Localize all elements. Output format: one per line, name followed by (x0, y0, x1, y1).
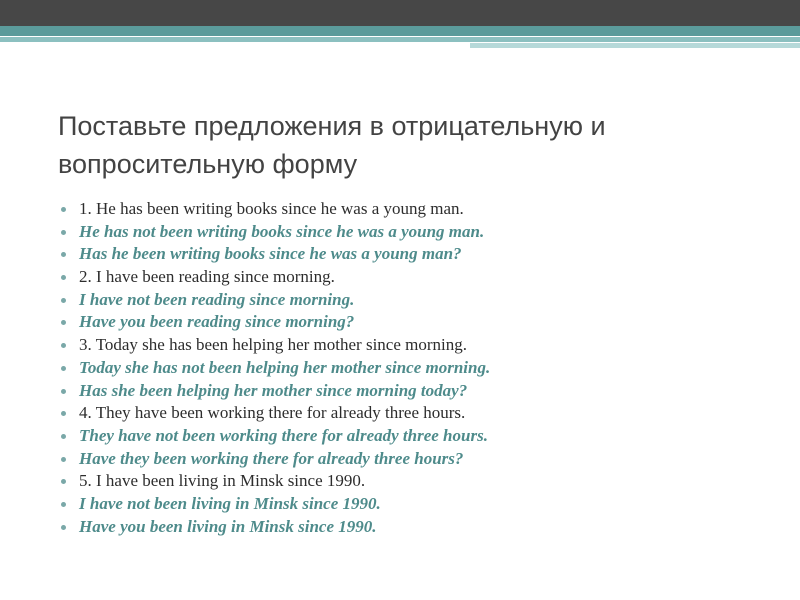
header-stripe-mid (0, 37, 800, 42)
sentence-item: Has he been writing books since he was a young man? (60, 243, 760, 266)
sentence-item: 3. Today she has been helping her mother since morning. (60, 334, 760, 357)
sentence-item: They have not been working there for already three hours. (60, 425, 760, 448)
sentence-item: Have they been working there for already three hours? (60, 448, 760, 471)
sentence-item: 4. They have been working there for already three hours. (60, 402, 760, 425)
header-stripe-light (470, 43, 800, 48)
slide-title: Поставьте предложения в отрицательную и вопросительную форму (58, 111, 606, 179)
sentence-item: Have you been reading since morning? (60, 311, 760, 334)
sentence-item: I have not been living in Minsk since 1990. (60, 493, 760, 516)
sentence-item: Have you been living in Minsk since 1990. (60, 516, 760, 539)
sentence-item: Today she has not been helping her mother since morning. (60, 357, 760, 380)
sentence-item: Has she been helping her mother since morning today? (60, 380, 760, 403)
sentence-item: 2. I have been reading since morning. (60, 266, 760, 289)
sentence-item: He has not been writing books since he was a young man. (60, 221, 760, 244)
sentence-item: 1. He has been writing books since he was a young man. (60, 198, 760, 221)
sentence-item: I have not been reading since morning. (60, 289, 760, 312)
header-stripe-dark (0, 26, 800, 36)
sentence-item: 5. I have been living in Minsk since 1990. (60, 470, 760, 493)
sentence-list (60, 198, 760, 538)
header-band (0, 0, 800, 26)
